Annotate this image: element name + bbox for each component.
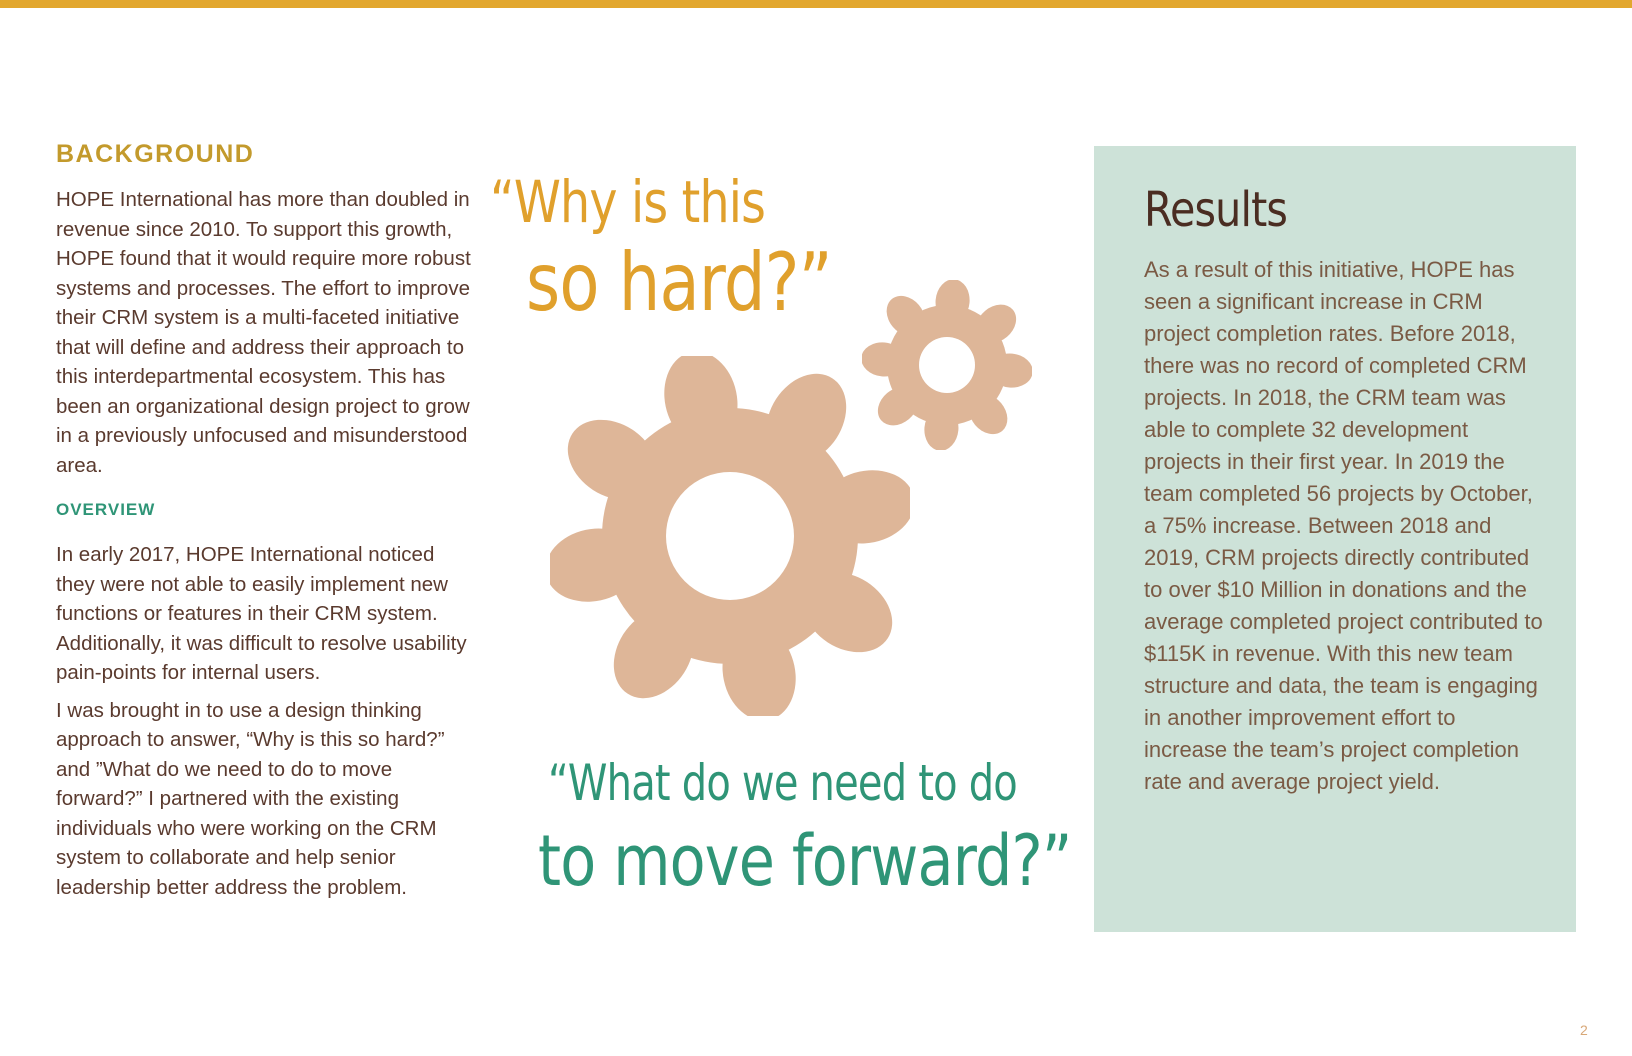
quote-forward-line-1: “What do we need to do xyxy=(548,754,1017,812)
top-accent-bar xyxy=(0,0,1632,8)
overview-paragraph-1: In early 2017, HOPE International noticed they were not able to easily implement new functions or features in their CRM system. Additionally, it was difficult to resolve usability pain-points for internal users. xyxy=(56,543,467,684)
quote-why-line-2: so hard?” xyxy=(526,236,832,329)
overview-paragraph-2: I was brought in to use a design thinking approach to answer, “Why is this so hard?” and ”What do we need to do to move forward?” I partnered with the existing individuals who were working on the CRM system to collaborate and help senior leadership better address the problem. xyxy=(56,698,445,899)
quote-why-line-1: “Why is this xyxy=(490,168,766,236)
gear-icon-large xyxy=(550,356,910,716)
background-text: HOPE International has more than doubled in revenue since 2010. To support this growth, HOPE found that it would require more robust systems and processes. The effort to improve their CRM system is a multi-faceted initiative that will define and address their approach to this interdepartmental ecosystem. This has been an organizational design project to grow in a previously unfocused and misunderstood area. xyxy=(56,188,471,477)
gear-icon-small xyxy=(862,280,1032,450)
background-heading: BACKGROUND xyxy=(56,140,255,168)
results-text: As a result of this initiative, HOPE has seen a significant increase in CRM project completion rates. Before 2018, there was no record of completed CRM projects. In 2018, the CRM team was able to complete 32 development projects in their first year. In 2019 the team completed 56 projects by October, a 75% increase. Between 2018 and 2019, CRM projects directly contributed to over $10 Million in donations and the average completed project contributed to $115K in revenue. With this new team structure and data, the team is engaging in another improvement effort to increase the team’s project completion rate and average project yield. xyxy=(1144,257,1543,794)
quote-forward-line-2: to move forward?” xyxy=(538,820,1072,902)
overview-heading: OVERVIEW xyxy=(56,500,156,519)
page-number: 2 xyxy=(1580,1022,1588,1038)
left-column xyxy=(56,140,476,910)
results-panel xyxy=(1094,146,1576,932)
results-title: Results xyxy=(1144,182,1288,238)
